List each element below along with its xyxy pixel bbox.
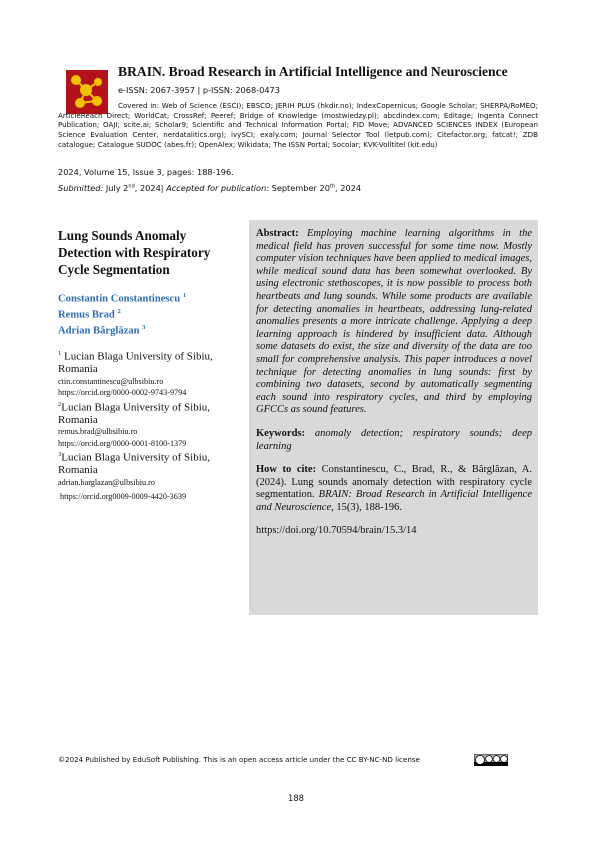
accepted-day: September 20	[271, 183, 330, 193]
submitted-day: July 2	[105, 183, 129, 193]
page-number: 188	[288, 793, 304, 803]
abstract-label: Abstract:	[256, 228, 299, 239]
author-sup: 3	[142, 324, 146, 332]
affiliation-institution: Lucian Blaga University of Sibiu,	[61, 451, 211, 464]
author-sup: 2	[117, 308, 121, 316]
journal-title: BRAIN. Broad Research in Artificial Intelligence and Neuroscience	[118, 64, 508, 79]
author-email-link[interactable]: adrian.barglazan@ulbsibiu.ro	[58, 477, 155, 487]
cite-text: Constantinescu, C., Brad, R., & Bârglăzan, A. (2024). Lung sounds anomaly detection with respiratory cycle segmentation.	[256, 464, 533, 501]
submitted-sup: nd	[128, 183, 135, 190]
affiliation-institution: Lucian Blaga University of Sibiu,	[61, 401, 211, 414]
affiliations	[58, 348, 238, 503]
paper-title: Lung Sounds Anomaly Detection with Respiratory Cycle Segmentation	[58, 228, 211, 277]
cc-by-nc-nd-icon[interactable]	[474, 753, 508, 765]
submitted-year: , 2024|	[134, 183, 164, 193]
orcid-link[interactable]: https://orcid.org0009-0009-4420-3639	[60, 492, 187, 502]
affiliation-sup: 2	[58, 400, 62, 408]
how-to-cite-paragraph	[256, 464, 532, 514]
issue-line: 2024, Volume 15, Issue 3, pages: 188-196.	[58, 167, 234, 177]
affiliation-3	[58, 449, 238, 503]
affiliation-sup: 3	[58, 451, 62, 459]
submission-dates	[58, 183, 361, 193]
cite-journal: BRAIN: Broad Research in Artificial Intelligence and Neuroscience,	[256, 489, 532, 513]
affiliation-sup: 1	[58, 350, 62, 357]
author-1[interactable]	[58, 290, 186, 306]
cite-label: How to cite:	[256, 464, 317, 476]
author-name: Constantin Constantinescu	[58, 293, 181, 305]
accepted-sup: th	[329, 183, 336, 190]
issn-line: e-ISSN: 2067-3957 | p-ISSN: 2068-0473	[118, 85, 280, 95]
license-text: ©2024 Published by EduSoft Publishing. This is an open access article under the CC BY-NC-ND license	[58, 755, 420, 764]
abstract-paragraph	[256, 228, 532, 417]
author-name: Adrian Bârglăzan	[58, 325, 140, 337]
author-list	[58, 290, 186, 338]
affiliation-country: Romania	[58, 464, 98, 477]
author-3[interactable]	[58, 322, 186, 338]
author-2[interactable]	[58, 306, 186, 322]
keywords-paragraph	[256, 428, 532, 453]
cite-tail: 15(3), 188-196.	[336, 501, 403, 513]
author-email-link[interactable]: remus.brad@ulbsibiu.ro	[58, 427, 138, 437]
accepted-year: , 2024	[335, 183, 362, 193]
affiliation-2	[58, 399, 238, 450]
author-email-link[interactable]: ctin.constantinescu@ulbsibiu.ro	[58, 376, 164, 386]
affiliation-institution: Lucian Blaga University of Sibiu,	[64, 350, 213, 363]
affiliation-country: Romania	[58, 363, 98, 376]
author-name: Remus Brad	[58, 309, 115, 321]
keywords-label: Keywords:	[256, 427, 305, 439]
doi-link[interactable]: https://doi.org/10.70594/brain/15.3/14	[256, 525, 417, 537]
author-sup: 1	[182, 292, 187, 299]
abstract-text: Employing machine learning algorithms in the medical field has proven successful for some time now. Mostly computer vision techniques have been applied to medical images, while medical sound data has been somewhat overlooked. By using electronic stethoscopes, it is now possible to process both heartbeats and lung sounds. While some products are available for detecting anomalies in heartbeats, addressing lung-related anomalies presents a more intricate challenge. Applying a deep learning approach is hindered by insufficient data. Although some datasets do exist, the size and diversity of the data are too small for comprehensive analysis. This paper introduces a novel technique for detecting anomalies in lung sounds: first by combining two datasets, second by automatically segmenting each sound into respiratory cycles, and third by employing GFCCs as sound features.	[256, 228, 533, 416]
orcid-link[interactable]: https://orcid.org/0000-0001-8100-1379	[58, 438, 187, 448]
affiliation-1	[58, 348, 238, 399]
affiliation-country: Romania	[58, 413, 98, 426]
submitted-label: Submitted:	[58, 183, 104, 193]
orcid-link[interactable]: https://orcid.org/0000-0002-9743-9794	[58, 388, 187, 398]
keywords-text: anomaly detection; respiratory sounds; deep learning	[256, 427, 532, 452]
abstract-box	[249, 220, 538, 615]
indexing-list: Covered in: Web of Science (ESCI); EBSCO; JERIH PLUS (hkdir.no); IndexCopernicus; Google Scholar; SHERPA/RoMEO; ArticleReach Direct; WorldCat; CrossRef; Peeref; Bridge of Knowledge (mostwiedzy.pl); abcdindex.com; Editage; Ingenta Connect Publication; OAJI; scite.ai; Scholar9; Scientific and Technical Information Portal; FID Move; ADVANCED SCIENCES INDEX (European Science Evaluation Center, nerdatalitics.org); ivySCI; exaly.com; Journal Selector Tool (letpub.com); Citefactor.org; fatcat!; ZDB catalogue; Catalogue SUDOC (abes.fr); OpenAlex; Wikidata; The ISSN Portal; Socolar; KVK-Volltitel (kit.edu)	[58, 101, 538, 149]
accepted-label: Accepted for publication:	[166, 183, 270, 193]
